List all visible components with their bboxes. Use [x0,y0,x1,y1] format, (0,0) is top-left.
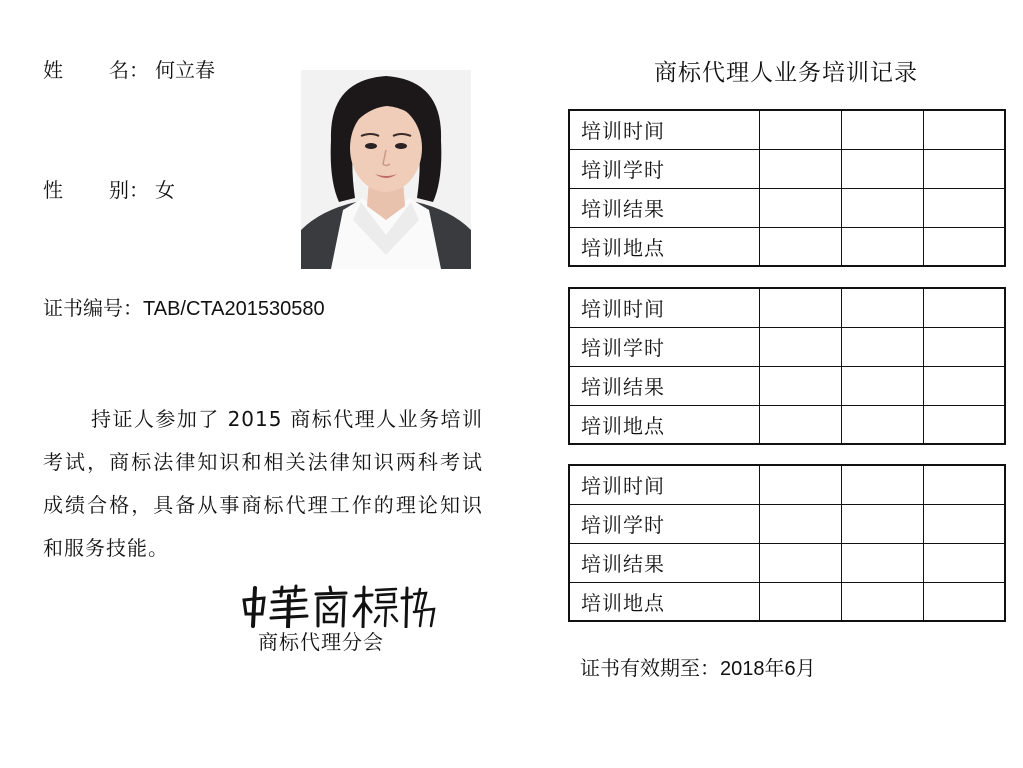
record-cell[interactable] [759,110,841,149]
table-row [569,405,1005,444]
table-row [569,465,1005,504]
issuer-calligraphy-seal [238,584,438,628]
issuer-branch: 商标代理分会 [258,630,384,654]
record-cell[interactable] [923,543,1005,582]
certificate-number-label: 证书编号： [43,296,143,320]
table-row [569,288,1005,327]
record-cell[interactable] [841,366,923,405]
record-cell[interactable] [759,366,841,405]
record-cell[interactable] [759,504,841,543]
gender-row [43,178,175,202]
record-cell[interactable] [841,465,923,504]
record-cell[interactable] [759,188,841,227]
record-cell[interactable] [841,149,923,188]
row-label: 培训学时 [569,504,759,543]
record-cell[interactable] [841,227,923,266]
row-label: 培训时间 [569,110,759,149]
table-row [569,366,1005,405]
record-cell[interactable] [841,327,923,366]
record-cell[interactable] [923,405,1005,444]
record-cell[interactable] [759,227,841,266]
row-label: 培训学时 [569,327,759,366]
record-cell[interactable] [841,504,923,543]
name-value: 何立春 [155,58,215,82]
record-cell[interactable] [841,288,923,327]
table-row [569,188,1005,227]
record-cell[interactable] [923,504,1005,543]
record-cell[interactable] [923,327,1005,366]
row-label: 培训时间 [569,288,759,327]
training-record-table-1 [568,109,1006,267]
name-row [43,58,215,82]
row-label: 培训地点 [569,227,759,266]
table-row [569,327,1005,366]
record-cell[interactable] [759,405,841,444]
table-row [569,149,1005,188]
record-cell[interactable] [759,149,841,188]
training-record-table-2 [568,287,1006,445]
record-cell[interactable] [759,465,841,504]
row-label: 培训结果 [569,366,759,405]
record-cell[interactable] [759,582,841,621]
record-cell[interactable] [841,188,923,227]
record-cell[interactable] [923,110,1005,149]
row-label: 培训学时 [569,149,759,188]
record-cell[interactable] [923,149,1005,188]
gender-label: 性 别： [43,178,149,202]
row-label: 培训时间 [569,465,759,504]
portrait-image [301,70,471,269]
record-cell[interactable] [923,288,1005,327]
validity-label: 证书有效期至： [580,656,720,680]
row-label: 培训结果 [569,543,759,582]
record-cell[interactable] [759,327,841,366]
row-label: 培训地点 [569,582,759,621]
table-row [569,582,1005,621]
row-label: 培训地点 [569,405,759,444]
record-cell[interactable] [841,543,923,582]
training-record-table-3 [568,464,1006,622]
row-label: 培训结果 [569,188,759,227]
name-label: 姓 名： [43,58,149,82]
record-cell[interactable] [923,227,1005,266]
record-cell[interactable] [923,465,1005,504]
training-record-title: 商标代理人业务培训记录 [654,60,918,86]
record-cell[interactable] [759,288,841,327]
record-cell[interactable] [923,188,1005,227]
certificate-number-row [43,296,325,321]
table-row [569,543,1005,582]
record-cell[interactable] [841,405,923,444]
record-cell[interactable] [923,582,1005,621]
holder-photo [301,70,471,269]
record-cell[interactable] [759,543,841,582]
qualification-statement: 持证人参加了 2015 商标代理人业务培训考试，商标法律知识和相关法律知识两科考试成绩合格，具备从事商标代理工作的理论知识和服务技能。 [43,407,483,560]
gender-value: 女 [155,178,175,202]
table-row [569,227,1005,266]
record-cell[interactable] [841,582,923,621]
validity-date: 2018年6月 [720,658,816,680]
record-cell[interactable] [841,110,923,149]
table-row [569,110,1005,149]
table-row [569,504,1005,543]
record-cell[interactable] [923,366,1005,405]
calligraphy-signature-icon [238,584,438,628]
validity-row [580,656,816,681]
certificate-number-value: TAB/CTA201530580 [143,298,325,320]
